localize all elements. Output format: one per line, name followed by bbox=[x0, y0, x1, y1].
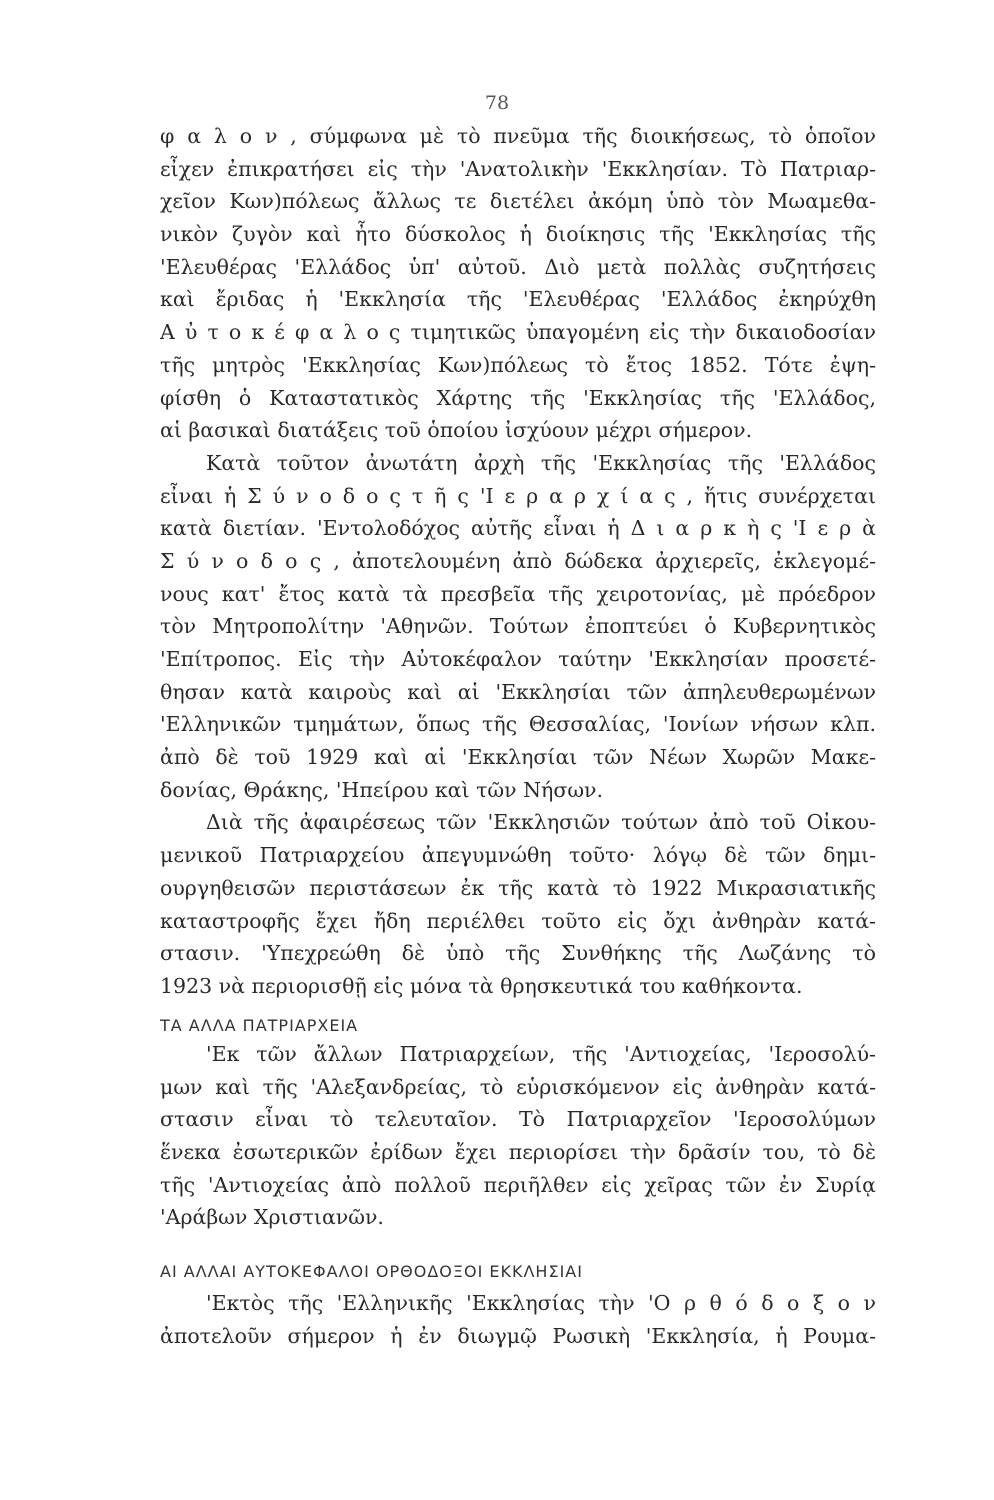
text-line: Α ὐ τ ο κ έ φ α λ ο ς τιμητικῶς ὑπαγομένη εἰς τὴν δικαιοδοσίαν bbox=[160, 320, 876, 345]
text-line: 'Αράβων Χριστιανῶν. bbox=[160, 1205, 384, 1230]
text-line: ἀποτελοῦν σήμερον ἡ ἐν διωγμῷ Ρωσικὴ 'Εκκλησία, ἡ Ρουμα- bbox=[160, 1323, 876, 1348]
text-line: μενικοῦ Πατριαρχείου ἀπεγυμνώθη τοῦτο· λόγῳ δὲ τῶν δημι- bbox=[160, 843, 876, 868]
text-line: ἀπὸ δὲ τοῦ 1929 καὶ αἱ 'Εκκλησίαι τῶν Νέων Χωρῶν Μακε- bbox=[160, 745, 876, 770]
text-line: 1923 νὰ περιορισθῇ εἰς μόνα τὰ θρησκευτικά του καθήκοντα. bbox=[160, 973, 803, 998]
text-line: ἕνεκα ἐσωτερικῶν ἐρίδων ἔχει περιορίσει τὴν δρᾶσίν του, τὸ δὲ bbox=[160, 1140, 876, 1165]
text-line: 'Εκτὸς τῆς 'Ελληνικῆς 'Εκκλησίας τὴν 'Ο ρ θ ό δ ο ξ ο ν bbox=[206, 1291, 876, 1315]
text-line: 'Εκ τῶν ἄλλων Πατριαρχείων, τῆς 'Αντιοχείας, 'Ιεροσολύ- bbox=[206, 1042, 876, 1066]
text-line: εἶχεν ἐπικρατήσει εἰς τὴν 'Ανατολικὴν 'Εκκλησίαν. Τὸ Πατριαρ- bbox=[160, 156, 876, 181]
text-line: νικὸν ζυγὸν καὶ ἦτο δύσκολος ἡ διοίκησις τῆς 'Εκκλησίας τῆς bbox=[160, 222, 876, 247]
text-line: δονίας, Θράκης, 'Ηπείρου καὶ τῶν Νήσων. bbox=[160, 777, 604, 802]
text-line: 'Επίτροπος. Εἰς τὴν Αὐτοκέφαλον ταύτην 'Εκκλησίαν προσετέ- bbox=[160, 647, 876, 671]
text-line: στασιν εἶναι τὸ τελευταῖον. Τὸ Πατριαρχεῖον 'Ιεροσολύμων bbox=[160, 1107, 876, 1132]
text-line: μων καὶ τῆς 'Αλεξανδρείας, τὸ εὑρισκόμενον εἰς ἀνθηρὰν κατά- bbox=[160, 1074, 876, 1099]
text-line: ουργηθεισῶν περιστάσεων ἐκ τῆς κατὰ τὸ 1922 Μικρασιατικῆς bbox=[160, 875, 876, 900]
text-line: αἱ βασικαὶ διατάξεις τοῦ ὁποίου ἰσχύουν μέχρι σήμερον. bbox=[160, 418, 753, 443]
main-text-block bbox=[160, 120, 876, 1003]
text-line: καὶ ἔριδας ἡ 'Εκκλησία τῆς 'Ελευθέρας 'Ελλάδος ἐκηρύχθη bbox=[160, 287, 876, 312]
text-line: εἶναι ἡ Σ ύ ν ο δ ο ς τ ῆ ς 'Ι ε ρ α ρ χ ί α ς , ἥτις συνέρχεται bbox=[160, 483, 876, 508]
section-heading-autocephalous: ΑΙ ΑΛΛΑΙ ΑΥΤΟΚΕΦΑΛΟΙ ΟΡΘΟΔΟΞΟΙ ΕΚΚΛΗΣΙΑΙ bbox=[160, 1262, 583, 1281]
section-heading-patriarchates: ΤΑ ΑΛΛΑ ΠΑΤΡΙΑΡΧΕΙΑ bbox=[160, 1016, 359, 1035]
text-line: χεῖον Κων)πόλεως ἄλλως τε διετέλει ἀκόμη ὑπὸ τὸν Μωαμεθα- bbox=[160, 189, 876, 214]
text-line: 'Ελληνικῶν τμημάτων, ὅπως τῆς Θεσσαλίας, 'Ιονίων νήσων κλπ. bbox=[160, 712, 876, 737]
text-line: καταστροφῆς ἔχει ἤδη περιέλθει τοῦτο εἰς ὄχι ἀνθηρὰν κατά- bbox=[160, 908, 876, 933]
text-line: τῆς μητρὸς 'Εκκλησίας Κων)πόλεως τὸ ἔτος 1852. Τότε ἐψη- bbox=[160, 352, 876, 377]
page-number: 78 bbox=[484, 92, 510, 114]
patriarchates-text-block bbox=[160, 1038, 876, 1234]
text-line: φίσθη ὁ Καταστατικὸς Χάρτης τῆς 'Εκκλησίας τῆς 'Ελλάδος, bbox=[160, 385, 876, 410]
text-line: τῆς 'Αντιοχείας ἀπὸ πολλοῦ περιῆλθεν εἰς χεῖρας τῶν ἐν Συρίᾳ bbox=[160, 1172, 876, 1197]
text-line: στασιν. 'Υπεχρεώθη δὲ ὑπὸ τῆς Συνθήκης τῆς Λωζάνης τὸ bbox=[160, 941, 876, 966]
text-line: Διὰ τῆς ἀφαιρέσεως τῶν 'Εκκλησιῶν τούτων ἀπὸ τοῦ Οἰκου- bbox=[206, 810, 876, 835]
text-line: τὸν Μητροπολίτην 'Αθηνῶν. Τούτων ἐποπτεύει ὁ Κυβερνητικὸς bbox=[160, 614, 876, 639]
text-line: Κατὰ τοῦτον ἀνωτάτη ἀρχὴ τῆς 'Εκκλησίας τῆς 'Ελλάδος bbox=[206, 450, 876, 475]
text-line: θησαν κατὰ καιροὺς καὶ αἱ 'Εκκλησίαι τῶν ἀπηλευθερωμένων bbox=[160, 679, 876, 704]
text-line: 'Ελευθέρας 'Ελλάδος ὑπ' αὐτοῦ. Διὸ μετὰ πολλὰς συζητήσεις bbox=[160, 254, 876, 279]
text-line: φ α λ ο ν , σύμφωνα μὲ τὸ πνεῦμα τῆς διοικήσεως, τὸ ὁποῖον bbox=[160, 124, 876, 148]
autocephalous-text-block bbox=[160, 1287, 876, 1352]
text-line: κατὰ διετίαν. 'Εντολοδόχος αὐτῆς εἶναι ἡ Δ ι α ρ κ ὴ ς 'Ι ε ρ ὰ bbox=[160, 516, 876, 541]
text-line: Σ ύ ν ο δ ο ς , ἀποτελουμένη ἀπὸ δώδεκα ἀρχιερεῖς, ἐκλεγομέ- bbox=[160, 548, 876, 573]
text-line: νους κατ' ἔτος κατὰ τὰ πρεσβεῖα τῆς χειροτονίας, μὲ πρόεδρον bbox=[160, 581, 876, 606]
